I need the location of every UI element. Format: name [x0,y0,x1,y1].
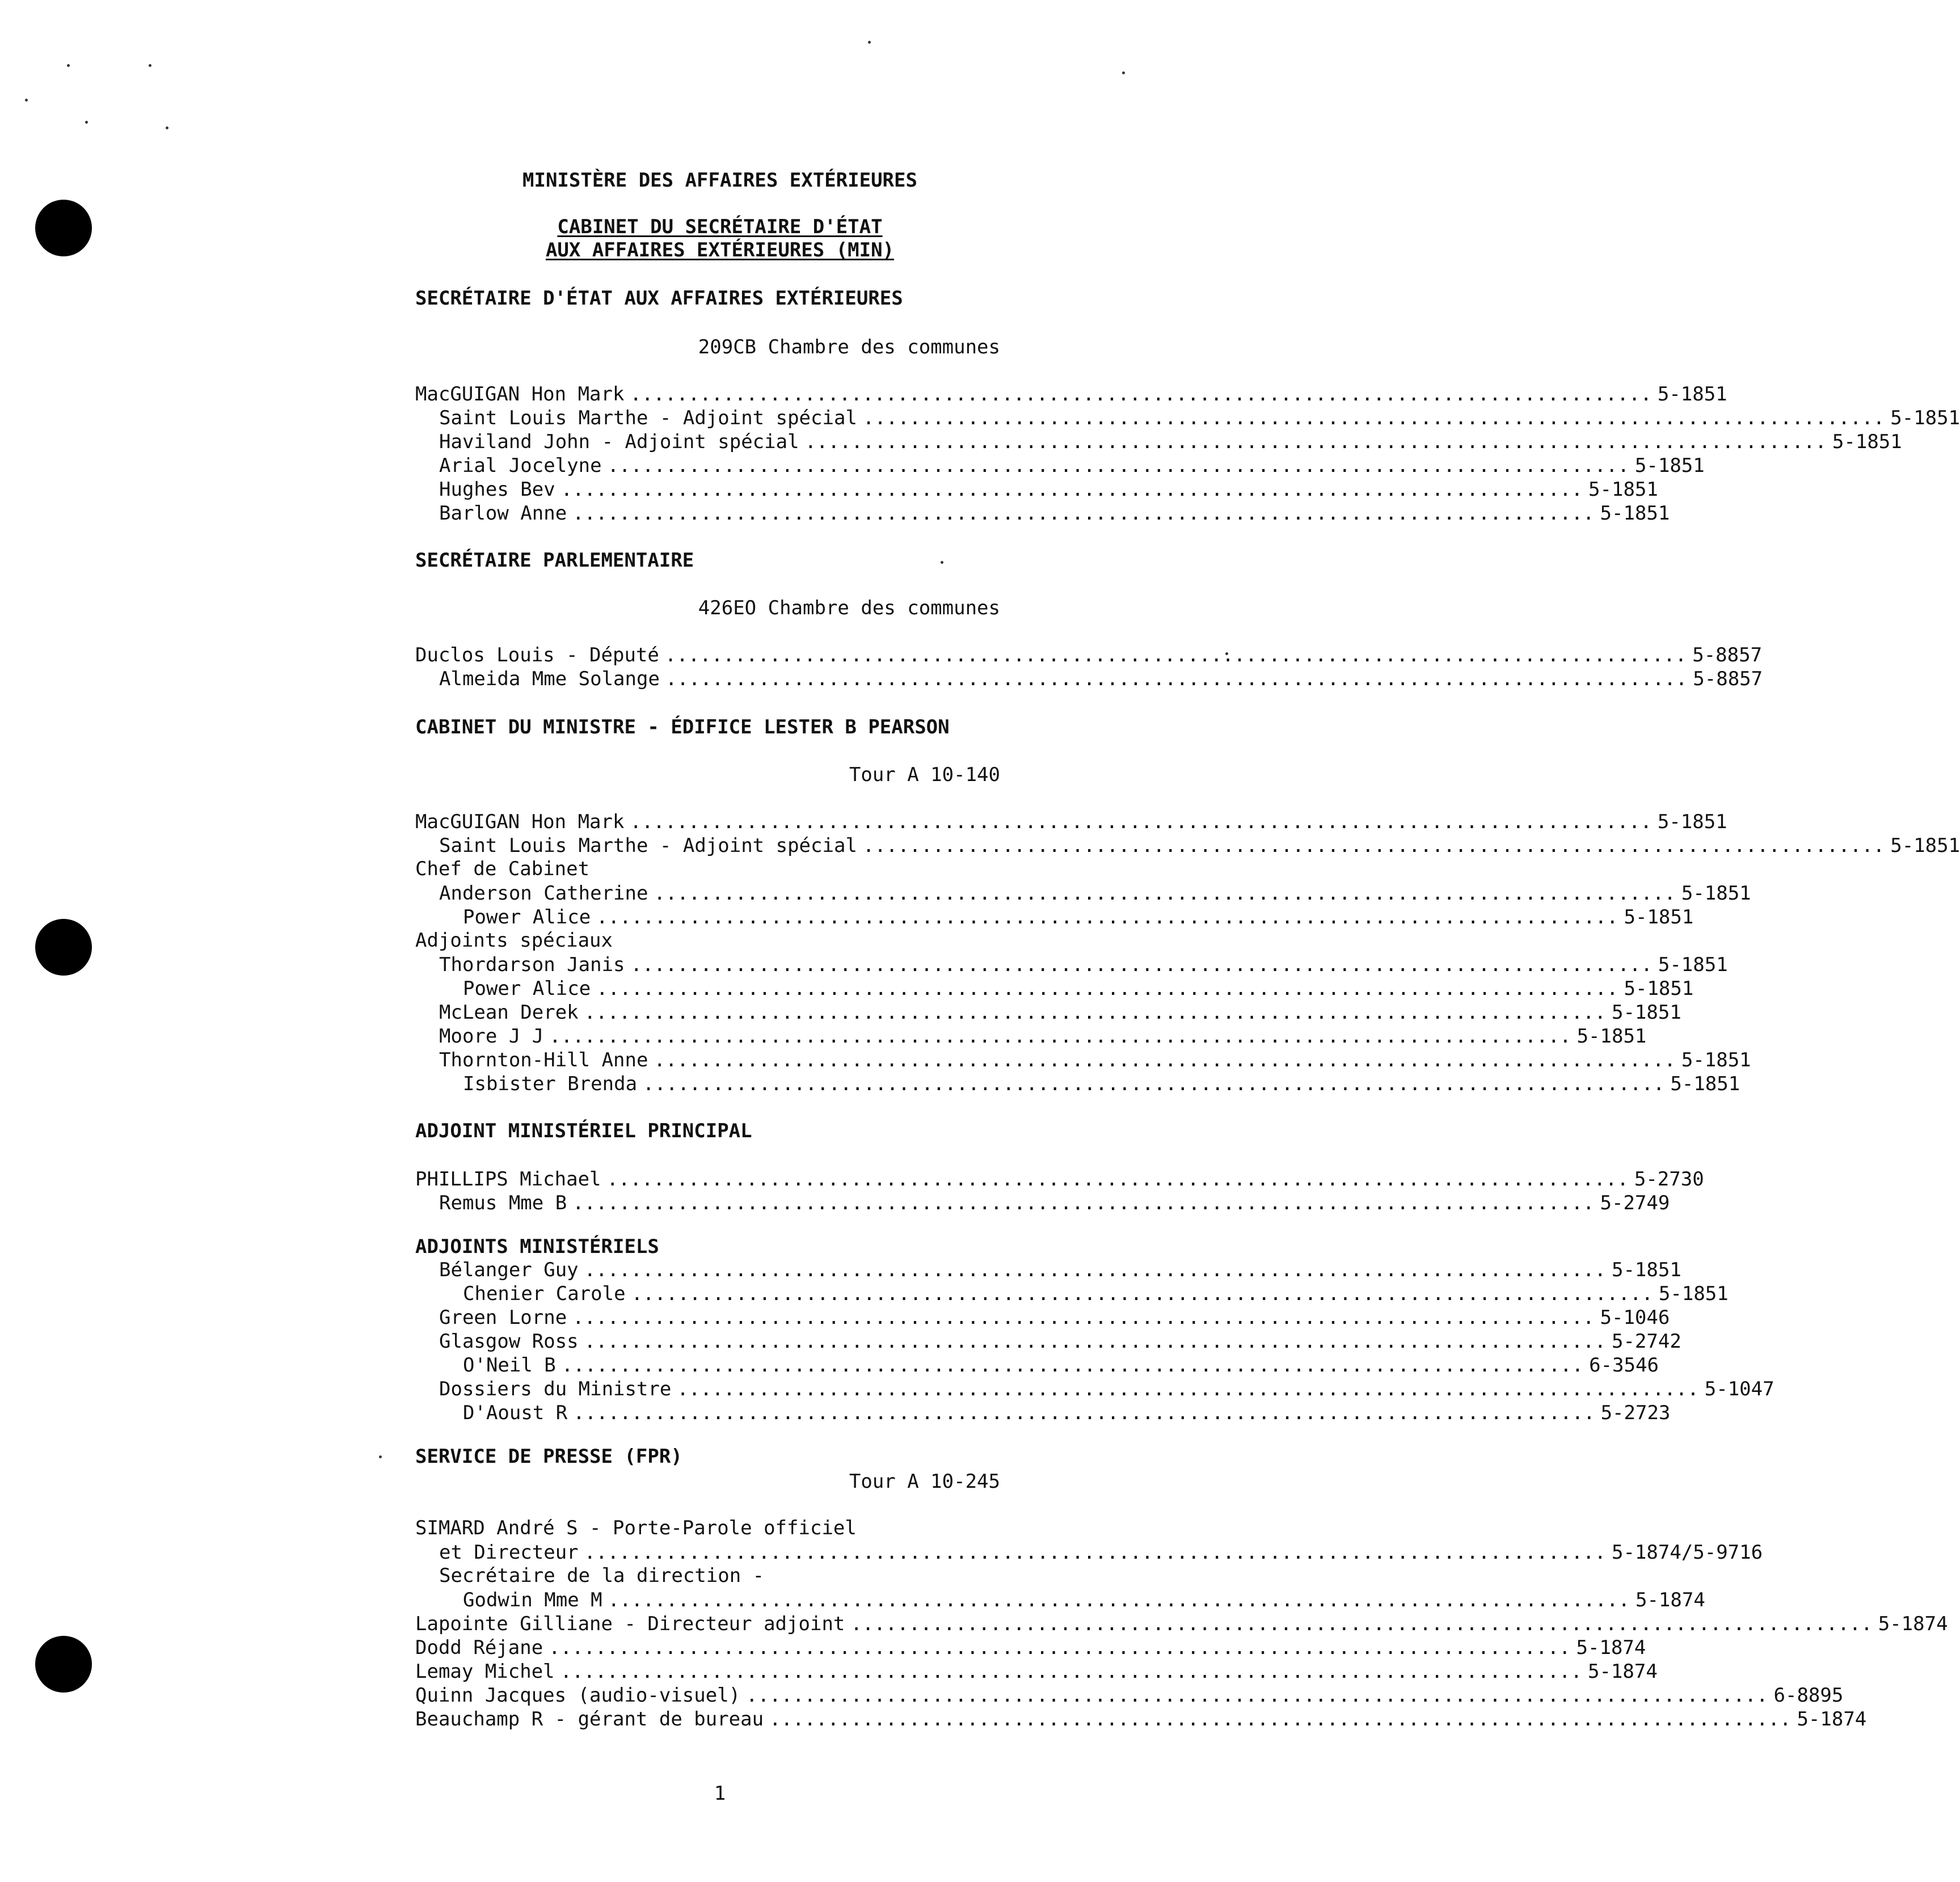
scan-speck [1122,71,1125,74]
binder-hole-middle [35,919,92,976]
entry-phone: 5-1851 [1890,407,1960,429]
section-title-secretaire-etat: SECRÉTAIRE D'ÉTAT AUX AFFAIRES EXTÉRIEURES [415,287,903,310]
directory-entry: et Directeur ........................................................................................ 5-1874/5-9716 [439,1541,1763,1564]
entry-phone: 5-1851 [1657,383,1727,406]
entry-name: Godwin Mme M [463,1589,602,1611]
directory-entry: Haviland John - Adjoint spécial ........................................................................................ 5-1851 [439,431,1902,453]
entry-name: Bélanger Guy [439,1259,579,1281]
scan-speck [85,121,88,124]
entry-name: Power Alice [463,977,591,1000]
scan-speck [941,561,943,564]
entry-name: Dodd Réjane [415,1636,543,1659]
cabinet-title-line1: CABINET DU SECRÉTAIRE D'ÉTAT [557,216,883,238]
directory-entry: Power Alice ........................................................................................ 5-1851 [463,906,1694,929]
entry-phone: 5-2723 [1600,1402,1671,1424]
binder-hole-bottom [35,1636,92,1693]
entry-name: D'Aoust R [463,1402,568,1424]
section-title-adjoints-ministeriels: ADJOINTS MINISTÉRIELS [415,1235,659,1258]
entry-phone: 5-1874 [1878,1613,1948,1635]
directory-entry: Dossiers du Ministre ........................................................................................ 5-1047 [439,1378,1774,1400]
entry-phone: 6-3546 [1589,1354,1659,1377]
directory-entry: Saint Louis Marthe - Adjoint spécial ........................................................................................ 5-1851 [439,407,1960,429]
scan-speck [25,99,28,102]
directory-entry: Quinn Jacques (audio-visuel) ........................................................................................ 6-8895 [415,1684,1844,1707]
entry-phone: 5-1851 [1681,882,1751,905]
directory-entry: Moore J J ........................................................................................ 5-1851 [439,1025,1647,1048]
entry-name: Thornton-Hill Anne [439,1049,648,1071]
entry-phone: 5-8857 [1692,644,1763,666]
entry-phone: 5-1874 [1635,1589,1705,1611]
entry-name: Lapointe Gilliane - Directeur adjoint [415,1613,845,1635]
directory-entry: D'Aoust R ........................................................................................ 5-2723 [463,1402,1671,1424]
directory-entry: Lapointe Gilliane - Directeur adjoint ........................................................................................ 5-1874 [415,1613,1948,1635]
directory-entry: Remus Mme B ........................................................................................ 5-2749 [439,1192,1670,1214]
directory-entry: Chenier Carole ........................................................................................ 5-1851 [463,1282,1729,1305]
entry-phone: 5-1851 [1634,454,1705,477]
entry-phone: 5-1851 [1657,811,1727,833]
directory-entry: Thornton-Hill Anne ........................................................................................ 5-1851 [439,1049,1751,1071]
directory-entry: Glasgow Ross ........................................................................................ 5-2742 [439,1330,1681,1353]
entry-name: Glasgow Ross [439,1330,579,1353]
entry-phone: 5-1851 [1624,977,1694,1000]
entry-name: McLean Derek [439,1001,579,1024]
entry-phone: 5-1851 [1658,1282,1729,1305]
section-title-secretaire-parlementaire: SECRÉTAIRE PARLEMENTAIRE [415,549,694,572]
section-location: 426EO Chambre des communes [698,597,1000,619]
entry-name: Hughes Bev [439,478,555,501]
entry-phone: 5-1874/5-9716 [1611,1541,1763,1564]
directory-entry: Hughes Bev ........................................................................................ 5-1851 [439,478,1658,501]
cabinet-title-line2: AUX AFFAIRES EXTÉRIEURES (MIN) [545,239,895,261]
directory-entry: Lemay Michel ........................................................................................ 5-1874 [415,1660,1658,1683]
directory-entry: Power Alice ........................................................................................ 5-1851 [463,977,1694,1000]
entry-name: Haviland John - Adjoint spécial [439,431,799,453]
directory-entry: Dodd Réjane ........................................................................................ 5-1874 [415,1636,1646,1659]
entry-phone: 5-2749 [1600,1192,1670,1214]
entry-phone: 5-1851 [1658,953,1728,976]
entry-phone: 5-1851 [1600,502,1670,525]
section-location: 209CB Chambre des communes [698,336,1000,358]
entry-name: MacGUIGAN Hon Mark [415,811,625,833]
section-location: Tour A 10-140 [849,763,1000,786]
entry-name: Moore J J [439,1025,544,1048]
entry-name: Thordarson Janis [439,953,625,976]
entry-phone: 5-1851 [1611,1001,1681,1024]
page-number: 1 [714,1782,726,1805]
scan-speck [868,41,871,44]
entry-name: Chenier Carole [463,1282,626,1305]
section-title-service-de-presse: SERVICE DE PRESSE (FPR) [415,1445,682,1468]
entry-name: MacGUIGAN Hon Mark [415,383,625,406]
directory-entry: McLean Derek ........................................................................................ 5-1851 [439,1001,1681,1024]
ministry-title: MINISTÈRE DES AFFAIRES EXTÉRIEURES [522,169,917,192]
entry-name: Saint Louis Marthe - Adjoint spécial [439,407,857,429]
entry-phone: 5-1851 [1832,431,1902,453]
entry-name: Green Lorne [439,1306,567,1329]
entry-phone: 5-1851 [1624,906,1694,929]
entry-name: Lemay Michel [415,1660,555,1683]
directory-entry: Thordarson Janis ........................................................................................ 5-1851 [439,953,1728,976]
entry-name: Barlow Anne [439,502,567,525]
directory-entry: Godwin Mme M ........................................................................................ 5-1874 [463,1589,1705,1611]
directory-entry: Isbister Brenda ........................................................................................ 5-1851 [463,1073,1740,1095]
entry-phone: 5-1046 [1600,1306,1670,1329]
entry-name: O'Neil B [463,1354,556,1377]
entry-name: PHILLIPS Michael [415,1168,601,1191]
entry-phone: 5-1047 [1704,1378,1774,1400]
entry-phone: 5-1851 [1577,1025,1647,1048]
entry-phone: 5-1851 [1890,834,1960,857]
entry-name: Dossiers du Ministre [439,1378,672,1400]
directory-entry: O'Neil B ........................................................................................ 6-3546 [463,1354,1659,1377]
entry-name: Quinn Jacques (audio-visuel) [415,1684,741,1707]
entry-name: Saint Louis Marthe - Adjoint spécial [439,834,857,857]
directory-entry: Duclos Louis - Député ........................................................................................ 5-8857 [415,644,1763,666]
scan-speck [149,64,151,67]
entry-name: Arial Jocelyne [439,454,602,477]
entry-name: Power Alice [463,906,591,929]
directory-entry: Anderson Catherine ........................................................................................ 5-1851 [439,882,1751,905]
section-title-cabinet-ministre: CABINET DU MINISTRE - ÉDIFICE LESTER B PEARSON [415,716,950,739]
entry-name: Isbister Brenda [463,1073,638,1095]
chef-de-cabinet-label: Chef de Cabinet [415,858,590,880]
entry-name: Beauchamp R - gérant de bureau [415,1708,764,1731]
directory-entry: Saint Louis Marthe - Adjoint spécial ........................................................................................ 5-1851 [439,834,1960,857]
directory-entry: Barlow Anne ........................................................................................ 5-1851 [439,502,1670,525]
directory-entry: MacGUIGAN Hon Mark ........................................................................................ 5-1851 [415,811,1727,833]
entry-phone: 5-1874 [1797,1708,1867,1731]
adjoints-speciaux-label: Adjoints spéciaux [415,929,613,952]
directory-entry: Bélanger Guy ........................................................................................ 5-1851 [439,1259,1681,1281]
section-location: Tour A 10-245 [849,1470,1000,1493]
directory-entry: PHILLIPS Michael ........................................................................................ 5-2730 [415,1168,1704,1191]
directory-entry: Green Lorne ........................................................................................ 5-1046 [439,1306,1670,1329]
entry-phone: 5-2742 [1611,1330,1681,1353]
entry-name: Remus Mme B [439,1192,567,1214]
secretaire-direction-label: Secrétaire de la direction - [439,1564,765,1587]
entry-phone: 5-1851 [1670,1073,1740,1095]
entry-phone: 5-2730 [1634,1168,1704,1191]
directory-entry: Beauchamp R - gérant de bureau ........................................................................................ 5-1874 [415,1708,1867,1731]
entry-phone: 5-1874 [1576,1636,1646,1659]
entry-name: Almeida Mme Solange [439,668,660,690]
scan-speck [67,64,70,67]
simard-entry-line1: SIMARD André S - Porte-Parole officiel [415,1517,857,1539]
entry-name: Anderson Catherine [439,882,648,905]
directory-entry: MacGUIGAN Hon Mark ........................................................................................ 5-1851 [415,383,1727,406]
section-title-adjoint-principal: ADJOINT MINISTÉRIEL PRINCIPAL [415,1120,752,1142]
scan-speck [166,126,168,129]
entry-phone: 5-8857 [1693,668,1763,690]
entry-phone: 5-1874 [1587,1660,1658,1683]
entry-phone: 5-1851 [1588,478,1658,501]
directory-entry: Arial Jocelyne ........................................................................................ 5-1851 [439,454,1705,477]
directory-entry: Almeida Mme Solange ........................................................................................ 5-8857 [439,668,1763,690]
entry-phone: 5-1851 [1611,1259,1681,1281]
scan-speck [379,1455,382,1458]
entry-phone: 5-1851 [1681,1049,1751,1071]
entry-name: Duclos Louis - Député [415,644,659,666]
entry-phone: 6-8895 [1773,1684,1844,1707]
entry-name: et Directeur [439,1541,579,1564]
